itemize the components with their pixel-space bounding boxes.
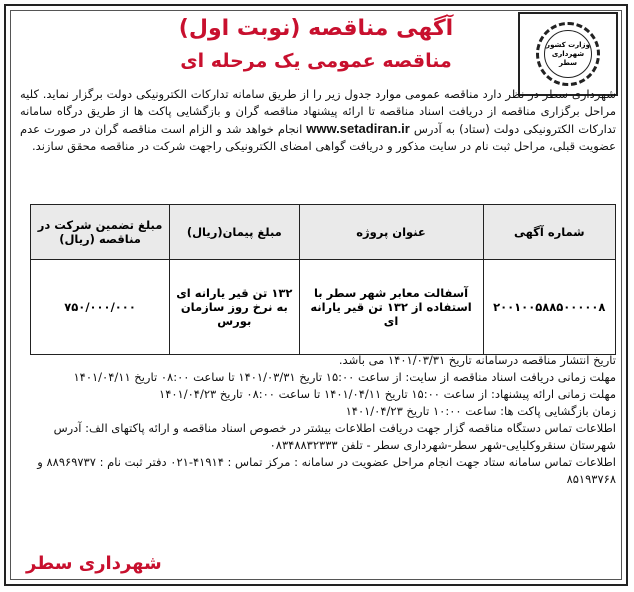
logo-text: شهرداری سطر <box>551 49 585 67</box>
cell-notice-number: ۲۰۰۱۰۰۵۸۸۵۰۰۰۰۰۸ <box>483 260 615 355</box>
intro-text-before: شهرداری سطر در نظر دارد مناقصه عمومی موارد جدول زیر را از طریق سامانه تدارکات الکترونیکی دولت برگزار نماید. کلیه مراحل برگزاری مناقصه از دریافت اسناد مناقصه تا ارائه پیشنهاد مناقصه گران و بازگشایی پاکت ها از طریق درگاه سامانه تدارکات الکترونیکی دولت (ستاد) به آدرس <box>20 87 617 136</box>
detail-opening-time: زمان بازگشایی پاکت ها: ساعت ۱۰:۰۰ تاریخ ۱۴۰۱/۰۴/۲۳ <box>345 404 616 418</box>
detail-contact-setad: اطلاعات تماس سامانه ستاد جهت انجام مراحل عضویت در سامانه : مرکز تماس : ۴۱۹۱۴-۰۲۱ دفتر ثبت نام : ۸۸۹۶۹۷۳۷ و ۸۵۱۹۳۷۶۸ <box>37 455 616 486</box>
page-title: آگهی مناقصه (نوبت اول) <box>178 16 454 41</box>
footer-signature: شهرداری سطر <box>26 553 162 574</box>
cell-guarantee-amount: ۷۵۰/۰۰۰/۰۰۰ <box>31 260 170 355</box>
header-project-title: عنوان پروژه <box>299 205 483 260</box>
municipality-logo <box>518 12 618 96</box>
detail-contact-organizer: اطلاعات تماس دستگاه مناقصه گزار جهت دریافت اطلاعات بیشتر در خصوص اسناد مناقصه و ارائه پاکتهای الف: آدرس شهرستان سنقروکلیایی-شهر سطر-شهرداری سطر - تلفن ۰۸۳۴۸۸۳۲۳۳۳ <box>53 421 616 452</box>
logo-seal-icon <box>536 22 600 86</box>
intro-paragraph <box>20 86 616 155</box>
detail-publish-date: تاریخ انتشار مناقصه درسامانه تاریخ ۱۴۰۱/۰۳/۳۱ می باشد. <box>338 353 616 367</box>
tender-details-list <box>20 352 616 488</box>
logo-seal-core <box>544 30 592 78</box>
detail-documents-deadline: مهلت زمانی دریافت اسناد مناقصه از سایت: از ساعت ۱۵:۰۰ تاریخ ۱۴۰۱/۰۳/۳۱ تا ساعت ۰۸:۰۰ تاریخ ۱۴۰۱/۰۴/۱۱ <box>73 370 616 384</box>
tender-table <box>30 204 616 355</box>
cell-project-title: آسفالت معابر شهر سطر با استفاده از ۱۳۲ تن قیر یارانه ای <box>299 260 483 355</box>
cell-contract-amount: ۱۳۲ تن قیر یارانه ای به نرخ روز سازمان بورس <box>170 260 299 355</box>
intro-text-after: انجام خواهد شد و الزام است مناقصه گران در صورت عدم عضویت قبلی، مراحل ثبت نام در سایت مذکور و دریافت گواهی امضای الکترونیکی راجهت شرکت در مناقصه محقق سازند. <box>20 122 616 153</box>
header-contract-amount: مبلغ پیمان(ریال) <box>170 205 299 260</box>
detail-proposal-deadline: مهلت زمانی ارائه پیشنهاد: از ساعت ۱۵:۰۰ تاریخ ۱۴۰۱/۰۴/۱۱ تا ساعت ۰۸:۰۰ تاریخ ۱۴۰۱/۰۴/۲۳ <box>159 387 616 401</box>
table-row <box>31 260 616 355</box>
setad-website-link[interactable]: www.setadiran.ir <box>306 121 410 136</box>
page-subtitle: مناقصه عمومی یک مرحله ای <box>180 50 452 72</box>
header-guarantee-amount: مبلغ تضمین شرکت در مناقصه (ریال) <box>31 205 170 260</box>
notice-frame <box>4 4 628 586</box>
table-header-row <box>31 205 616 260</box>
logo-caption: وزارت کشور <box>546 40 590 49</box>
header-notice-number: شماره آگهی <box>483 205 615 260</box>
